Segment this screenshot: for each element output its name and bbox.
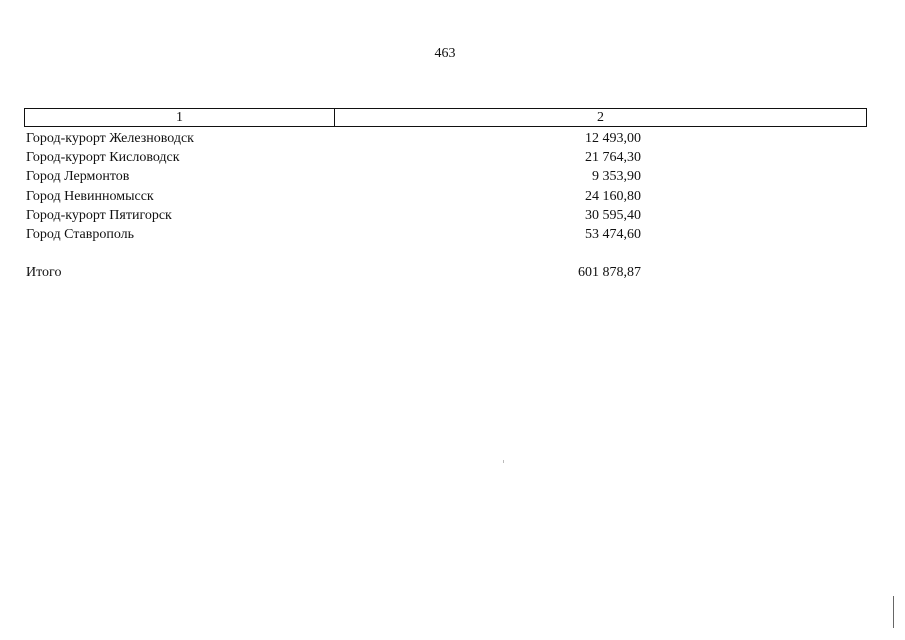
total-row	[24, 263, 867, 282]
table-body	[24, 129, 867, 244]
table-row	[24, 148, 867, 167]
total-value: 601 878,87	[578, 265, 641, 280]
table-row	[24, 225, 867, 244]
scan-speck	[503, 460, 504, 463]
row-name: Город-курорт Кисловодск	[26, 150, 180, 166]
column-header-1: 1	[25, 109, 335, 126]
table-row	[24, 129, 867, 148]
row-value: 21 764,30	[585, 150, 641, 166]
column-header-2: 2	[597, 110, 604, 125]
table-row	[24, 167, 867, 186]
row-name: Город-курорт Пятигорск	[26, 207, 172, 223]
table-header	[24, 108, 867, 127]
row-value: 9 353,90	[592, 169, 641, 185]
row-value: 24 160,80	[585, 188, 641, 204]
row-value: 53 474,60	[585, 226, 641, 242]
row-name: Город-курорт Железноводск	[26, 131, 194, 146]
row-value: 30 595,40	[585, 207, 641, 223]
page-number: 463	[434, 46, 456, 61]
row-name: Город Лермонтов	[26, 169, 130, 185]
table-row	[24, 206, 867, 225]
table-row	[24, 187, 867, 206]
total-label: Итого	[26, 265, 62, 280]
row-name: Город Невинномысск	[26, 188, 154, 204]
row-value: 12 493,00	[585, 131, 641, 146]
scan-edge-mark	[893, 596, 894, 628]
row-name: Город Ставрополь	[26, 226, 135, 242]
